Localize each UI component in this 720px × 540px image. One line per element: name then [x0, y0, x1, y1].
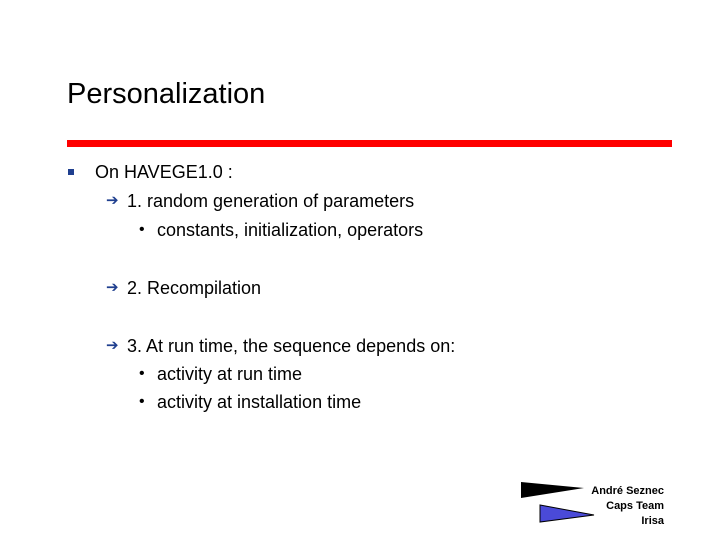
bullet-item-3: 3. At run time, the sequence depends on: — [127, 336, 456, 356]
arrow-bullet-icon: ➔ — [106, 279, 119, 296]
bullet-item-3-sub-2: activity at installation time — [157, 392, 362, 412]
arrow-bullet-icon: ➔ — [106, 337, 119, 354]
title-divider — [67, 140, 672, 147]
square-bullet-icon — [68, 169, 74, 175]
bullet-item-1-sub-1: constants, initialization, operators — [157, 220, 424, 240]
dot-bullet-icon: • — [139, 221, 145, 238]
bullet-item-2: 2. Recompilation — [127, 278, 262, 298]
dot-bullet-icon: • — [139, 365, 145, 382]
author-credit — [591, 484, 664, 529]
bullet-main: On HAVEGE1.0 : — [95, 162, 233, 182]
bullet-item-3-sub-1: activity at run time — [157, 364, 303, 384]
dot-bullet-icon: • — [139, 393, 145, 410]
credit-team: Caps Team — [606, 500, 664, 512]
bullet-item-1: 1. random generation of parameters — [127, 191, 415, 211]
credit-org: Irisa — [641, 515, 664, 527]
credit-name: André Seznec — [591, 485, 664, 497]
slide-title: Personalization — [67, 78, 266, 110]
arrow-bullet-icon: ➔ — [106, 192, 119, 209]
